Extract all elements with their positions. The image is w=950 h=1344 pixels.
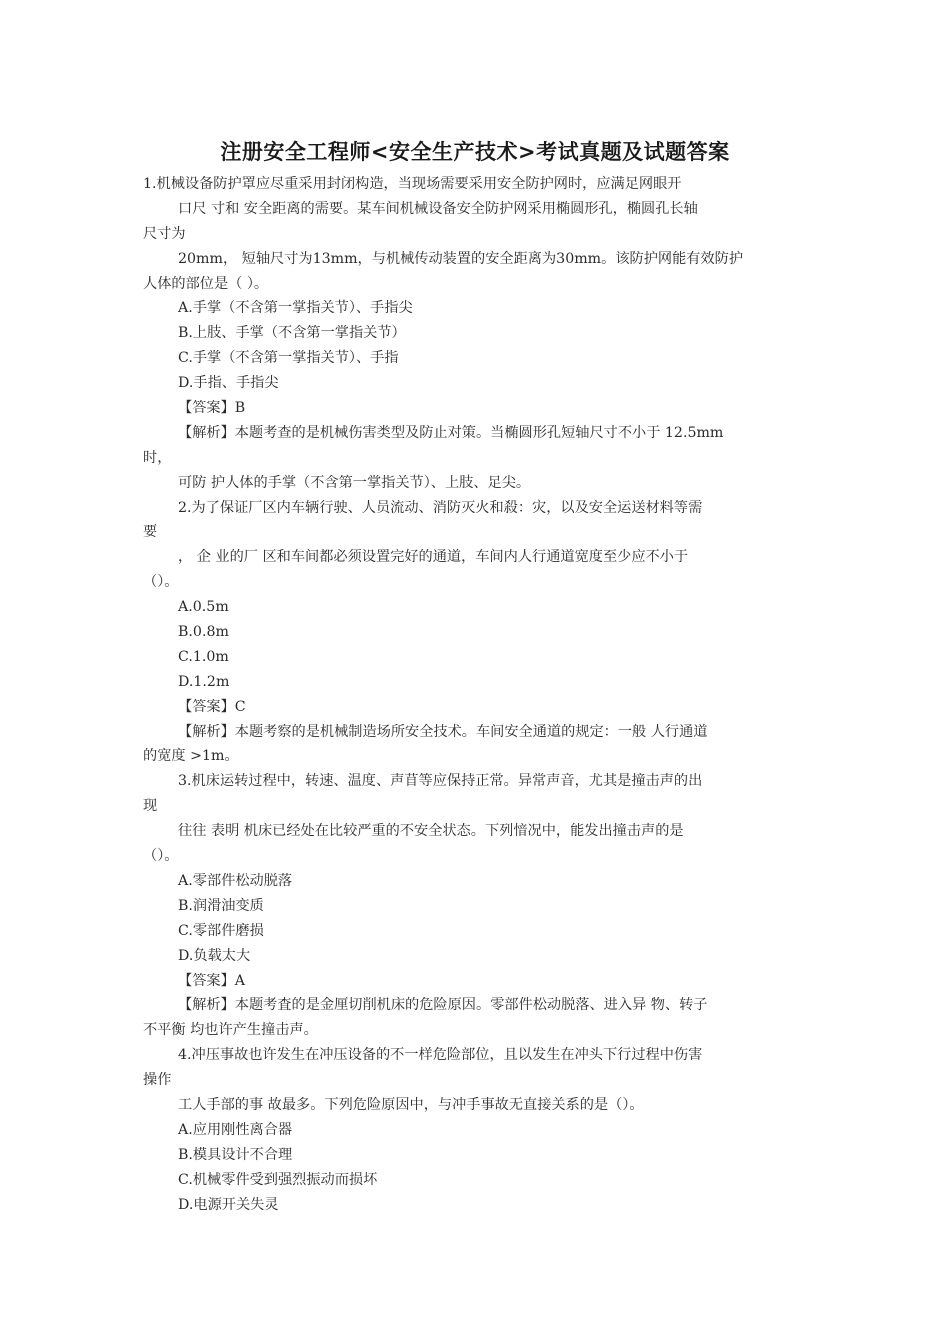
text-line: 可防 护人体的手掌（不含第一掌指关节）、上肢、足尖。 <box>178 474 531 491</box>
text-line: 往往 表明 机床已经处在比较严重的不安全状态。下列愔况中，能发出撞击声的是 <box>178 823 684 840</box>
document-body <box>143 172 811 1217</box>
text-line: D.电源开关失灵 <box>178 1196 279 1213</box>
text-line: 1.机械设备防护罩应尽重采用封闭构造，当现场需要采用安全防护网时，应满足网眼开 <box>143 176 682 192</box>
text-line: 【解析】本题考察的是机械制造场所安全技术。车间安全通道的规定：一般 人行通道 <box>178 723 708 740</box>
text-line: B.上肢、手掌（不含第一掌指关节） <box>178 325 406 342</box>
text-line: 3.机床运转过程中，转速、温度、声苜等应保持正常。异常声音，尤其是撞击声的出 <box>178 773 703 790</box>
text-line: B.0.8m <box>178 624 229 641</box>
text-line: 要 <box>143 524 158 541</box>
text-line: 【解析】本题考查的是机械伤害类型及防止对策。当椭圆形孔短轴尺寸不小于 12.5mm <box>178 424 724 441</box>
text-line: （）。 <box>143 574 179 591</box>
text-line: 口尺 寸和 安全距离的需要。某车间机械设备安全防护网采用椭圆形孔，椭圆孔长轴 <box>178 200 698 217</box>
text-line: 人体的部位是（ ）。 <box>143 275 269 292</box>
text-line: C.1.0m <box>178 648 229 665</box>
text-line: 工人手部的事 故最多。下列危险原因中，与冲手事故无直接关系的是（）。 <box>178 1096 644 1113</box>
text-line: 操作 <box>143 1072 172 1089</box>
text-line: D.手指、手指尖 <box>178 375 279 392</box>
text-line: 20mm， 短轴尺寸为13mm，与机械传动装置的安全距离为30mm。该防护网能有效防护 <box>178 250 744 267</box>
text-line: A.应用刚性离合器 <box>178 1121 293 1138</box>
text-line: 时， <box>143 449 172 466</box>
text-line: 的宽度 >1m。 <box>143 748 239 765</box>
document-title: 注册安全工程师<安全生产技术>考试真题及试题答案 <box>220 140 730 164</box>
text-line: 现 <box>143 798 158 815</box>
text-line: 【答案】A <box>178 972 245 989</box>
text-line: A.零部件松动脱落 <box>178 872 293 889</box>
text-line: C.手掌（不含第一掌指关节）、手指 <box>178 350 399 367</box>
text-line: A.手掌（不含第一掌指关节）、手指尖 <box>178 300 413 317</box>
text-line: C.机械零件受到强烈振动而损坏 <box>178 1171 378 1188</box>
text-line: 【答案】C <box>178 698 246 715</box>
text-line: D.负载太大 <box>178 947 251 964</box>
text-line: 【解析】本题考査的是金厘切削机床的危险原因。零部件松动脱落、进入异 物、转子 <box>178 997 708 1014</box>
text-line: 2.为了保证厂区内车辆行驶、人员流动、消防灭火和殺：灾，以及安全运送材料等需 <box>178 499 703 516</box>
text-line: B.润滑油变质 <box>178 897 264 914</box>
text-line: 【答案】B <box>178 400 246 417</box>
text-line: B.模具设计不合理 <box>178 1146 293 1163</box>
text-line: D.1.2m <box>178 673 230 690</box>
text-line: 不平衡 均也许产生撞击声。 <box>143 1022 318 1039</box>
text-line: C.零部件磨损 <box>178 922 264 939</box>
text-line: ， 企 业的厂 区和车间都必须设置完好的通道，车间内人行通道宽度至少应不小于 <box>178 549 689 566</box>
text-line: A.0.5m <box>178 599 229 616</box>
text-line: 4.冲压事故也许发生在冲压设备的不一样危险部位，且以发生在冲头下行过程中伤害 <box>178 1047 703 1064</box>
text-line: （）。 <box>143 848 179 865</box>
text-line: 尺寸为 <box>143 225 186 242</box>
